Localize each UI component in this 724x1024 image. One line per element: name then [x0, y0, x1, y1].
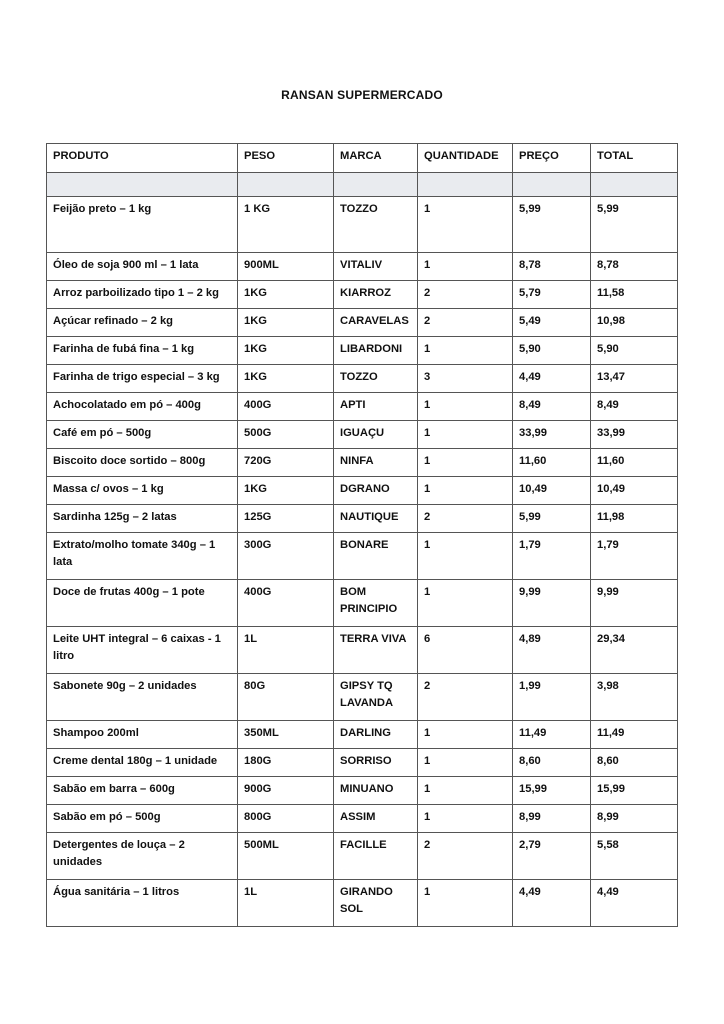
cell-quantidade: 1 — [418, 337, 513, 365]
cell-produto: Biscoito doce sortido – 800g — [47, 449, 238, 477]
cell-marca: LIBARDONI — [334, 337, 418, 365]
cell-total: 11,49 — [591, 721, 678, 749]
cell-quantidade: 1 — [418, 421, 513, 449]
cell-marca: GIPSY TQ LAVANDA — [334, 674, 418, 721]
cell-quantidade: 1 — [418, 477, 513, 505]
cell-peso: 900G — [238, 777, 334, 805]
cell-peso: 350ML — [238, 721, 334, 749]
table-row — [47, 197, 678, 253]
cell-peso: 400G — [238, 580, 334, 627]
cell-preco: 33,99 — [513, 421, 591, 449]
table-row — [47, 749, 678, 777]
cell-quantidade: 1 — [418, 393, 513, 421]
cell-peso: 900ML — [238, 253, 334, 281]
cell-peso: 180G — [238, 749, 334, 777]
table-row — [47, 337, 678, 365]
cell-total: 3,98 — [591, 674, 678, 721]
cell-peso: 500ML — [238, 833, 334, 880]
cell-preco: 15,99 — [513, 777, 591, 805]
cell-produto: Creme dental 180g – 1 unidade — [47, 749, 238, 777]
cell-preco: 5,79 — [513, 281, 591, 309]
empty-cell — [418, 173, 513, 197]
table-row — [47, 421, 678, 449]
empty-cell — [334, 173, 418, 197]
cell-produto: Sabão em barra – 600g — [47, 777, 238, 805]
cell-quantidade: 2 — [418, 309, 513, 337]
cell-preco: 9,99 — [513, 580, 591, 627]
table-row — [47, 880, 678, 927]
cell-produto: Shampoo 200ml — [47, 721, 238, 749]
cell-total: 8,78 — [591, 253, 678, 281]
cell-quantidade: 2 — [418, 833, 513, 880]
cell-produto: Achocolatado em pó – 400g — [47, 393, 238, 421]
cell-preco: 5,49 — [513, 309, 591, 337]
cell-total: 1,79 — [591, 533, 678, 580]
cell-peso: 800G — [238, 805, 334, 833]
cell-total: 8,60 — [591, 749, 678, 777]
cell-peso: 1KG — [238, 309, 334, 337]
cell-produto: Arroz parboilizado tipo 1 – 2 kg — [47, 281, 238, 309]
empty-cell — [513, 173, 591, 197]
cell-preco: 8,99 — [513, 805, 591, 833]
cell-marca: NINFA — [334, 449, 418, 477]
table-row — [47, 281, 678, 309]
table-body — [47, 173, 678, 927]
cell-marca: SORRISO — [334, 749, 418, 777]
cell-produto: Massa c/ ovos – 1 kg — [47, 477, 238, 505]
cell-peso: 1L — [238, 880, 334, 927]
table-row — [47, 449, 678, 477]
cell-quantidade: 1 — [418, 580, 513, 627]
table-row — [47, 627, 678, 674]
cell-produto: Detergentes de louça – 2 unidades — [47, 833, 238, 880]
cell-marca: TERRA VIVA — [334, 627, 418, 674]
cell-total: 11,60 — [591, 449, 678, 477]
cell-peso: 500G — [238, 421, 334, 449]
column-header-produto: PRODUTO — [47, 144, 238, 173]
cell-preco: 11,60 — [513, 449, 591, 477]
cell-marca: BOM PRINCIPIO — [334, 580, 418, 627]
column-header-preco: PREÇO — [513, 144, 591, 173]
cell-peso: 400G — [238, 393, 334, 421]
table-row — [47, 309, 678, 337]
table-row — [47, 580, 678, 627]
cell-marca: TOZZO — [334, 197, 418, 253]
cell-peso: 125G — [238, 505, 334, 533]
cell-preco: 1,79 — [513, 533, 591, 580]
cell-produto: Água sanitária – 1 litros — [47, 880, 238, 927]
cell-produto: Sabão em pó – 500g — [47, 805, 238, 833]
cell-total: 11,58 — [591, 281, 678, 309]
cell-preco: 10,49 — [513, 477, 591, 505]
empty-cell — [47, 173, 238, 197]
cell-total: 10,98 — [591, 309, 678, 337]
cell-preco: 5,99 — [513, 197, 591, 253]
cell-marca: GIRANDO SOL — [334, 880, 418, 927]
cell-produto: Doce de frutas 400g – 1 pote — [47, 580, 238, 627]
table-row — [47, 533, 678, 580]
cell-produto: Café em pó – 500g — [47, 421, 238, 449]
cell-total: 4,49 — [591, 880, 678, 927]
cell-quantidade: 2 — [418, 674, 513, 721]
cell-marca: MINUANO — [334, 777, 418, 805]
column-header-quantidade: QUANTIDADE — [418, 144, 513, 173]
cell-marca: TOZZO — [334, 365, 418, 393]
cell-produto: Sabonete 90g – 2 unidades — [47, 674, 238, 721]
cell-quantidade: 6 — [418, 627, 513, 674]
cell-marca: KIARROZ — [334, 281, 418, 309]
cell-marca: APTI — [334, 393, 418, 421]
cell-quantidade: 1 — [418, 777, 513, 805]
column-header-peso: PESO — [238, 144, 334, 173]
cell-preco: 1,99 — [513, 674, 591, 721]
cell-preco: 2,79 — [513, 833, 591, 880]
cell-total: 8,49 — [591, 393, 678, 421]
cell-preco: 4,49 — [513, 365, 591, 393]
cell-produto: Leite UHT integral – 6 caixas - 1 litro — [47, 627, 238, 674]
table-row — [47, 674, 678, 721]
cell-quantidade: 1 — [418, 805, 513, 833]
cell-total: 11,98 — [591, 505, 678, 533]
cell-preco: 5,99 — [513, 505, 591, 533]
cell-quantidade: 1 — [418, 449, 513, 477]
cell-total: 10,49 — [591, 477, 678, 505]
cell-peso: 1KG — [238, 365, 334, 393]
empty-shaded-row — [47, 173, 678, 197]
cell-peso: 1KG — [238, 281, 334, 309]
cell-total: 5,58 — [591, 833, 678, 880]
cell-peso: 1KG — [238, 477, 334, 505]
cell-total: 5,90 — [591, 337, 678, 365]
cell-total: 5,99 — [591, 197, 678, 253]
cell-quantidade: 1 — [418, 721, 513, 749]
cell-marca: IGUAÇU — [334, 421, 418, 449]
table-row — [47, 721, 678, 749]
cell-preco: 5,90 — [513, 337, 591, 365]
table-row — [47, 253, 678, 281]
cell-preco: 8,78 — [513, 253, 591, 281]
cell-total: 8,99 — [591, 805, 678, 833]
table-row — [47, 833, 678, 880]
cell-peso: 300G — [238, 533, 334, 580]
cell-marca: VITALIV — [334, 253, 418, 281]
cell-marca: FACILLE — [334, 833, 418, 880]
header-row — [47, 144, 678, 173]
cell-produto: Farinha de trigo especial – 3 kg — [47, 365, 238, 393]
cell-peso: 80G — [238, 674, 334, 721]
cell-quantidade: 3 — [418, 365, 513, 393]
empty-cell — [591, 173, 678, 197]
cell-produto: Sardinha 125g – 2 latas — [47, 505, 238, 533]
cell-peso: 720G — [238, 449, 334, 477]
cell-produto: Farinha de fubá fina – 1 kg — [47, 337, 238, 365]
cell-total: 13,47 — [591, 365, 678, 393]
cell-total: 29,34 — [591, 627, 678, 674]
table-row — [47, 777, 678, 805]
cell-preco: 8,60 — [513, 749, 591, 777]
cell-marca: DGRANO — [334, 477, 418, 505]
cell-peso: 1L — [238, 627, 334, 674]
cell-quantidade: 2 — [418, 281, 513, 309]
cell-peso: 1KG — [238, 337, 334, 365]
cell-quantidade: 1 — [418, 197, 513, 253]
cell-marca: BONARE — [334, 533, 418, 580]
cell-preco: 4,49 — [513, 880, 591, 927]
table-row — [47, 365, 678, 393]
table-row — [47, 805, 678, 833]
document-title: RANSAN SUPERMERCADO — [281, 88, 443, 102]
cell-quantidade: 1 — [418, 533, 513, 580]
cell-preco: 4,89 — [513, 627, 591, 674]
price-table — [46, 143, 678, 927]
cell-produto: Feijão preto – 1 kg — [47, 197, 238, 253]
cell-total: 15,99 — [591, 777, 678, 805]
cell-quantidade: 2 — [418, 505, 513, 533]
cell-produto: Óleo de soja 900 ml – 1 lata — [47, 253, 238, 281]
cell-quantidade: 1 — [418, 749, 513, 777]
cell-marca: DARLING — [334, 721, 418, 749]
column-header-marca: MARCA — [334, 144, 418, 173]
cell-marca: CARAVELAS — [334, 309, 418, 337]
table-row — [47, 477, 678, 505]
cell-produto: Açúcar refinado – 2 kg — [47, 309, 238, 337]
table-row — [47, 505, 678, 533]
cell-preco: 8,49 — [513, 393, 591, 421]
column-header-total: TOTAL — [591, 144, 678, 173]
cell-preco: 11,49 — [513, 721, 591, 749]
cell-produto: Extrato/molho tomate 340g – 1 lata — [47, 533, 238, 580]
cell-quantidade: 1 — [418, 253, 513, 281]
cell-quantidade: 1 — [418, 880, 513, 927]
table-row — [47, 393, 678, 421]
cell-total: 9,99 — [591, 580, 678, 627]
cell-marca: NAUTIQUE — [334, 505, 418, 533]
cell-peso: 1 KG — [238, 197, 334, 253]
empty-cell — [238, 173, 334, 197]
cell-marca: ASSIM — [334, 805, 418, 833]
cell-total: 33,99 — [591, 421, 678, 449]
